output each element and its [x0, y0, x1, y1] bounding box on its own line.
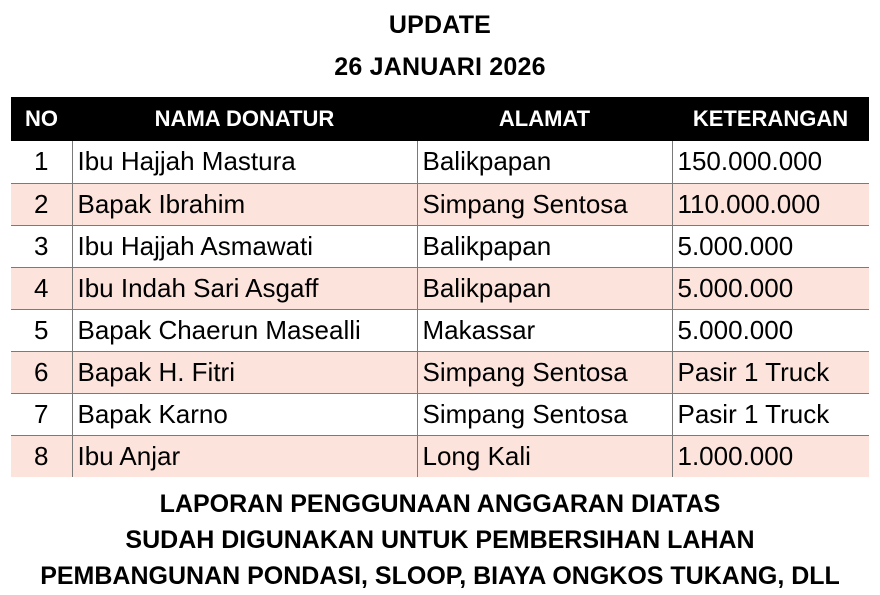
row-number: 5 [11, 309, 72, 351]
row-number: 1 [11, 141, 72, 183]
table-row [11, 393, 869, 435]
column-header-note: KETERANGAN [692, 106, 849, 131]
table-row [11, 141, 869, 183]
donor-address: Makassar [417, 309, 672, 351]
donor-address: Balikpapan [417, 141, 672, 183]
table-header-row [11, 97, 869, 141]
row-number: 8 [34, 440, 49, 471]
donation-note: 5.000.000 [672, 309, 869, 351]
donor-name: Ibu Anjar [72, 435, 417, 477]
donor-address: Simpang Sentosa [417, 351, 672, 393]
table-row [11, 309, 869, 351]
donation-note: 110.000.000 [672, 183, 869, 225]
donor-address: Simpang Sentosa [417, 393, 672, 435]
footer-note-line-3: PEMBANGUNAN PONDASI, SLOOP, BIAYA ONGKOS TUKANG, DLL [40, 562, 840, 590]
donor-address: Balikpapan [417, 267, 672, 309]
table-row [11, 183, 869, 225]
donation-note: 5.000.000 [672, 267, 869, 309]
row-number: 6 [11, 351, 72, 393]
column-header-donor-name: NAMA DONATUR [154, 106, 335, 131]
row-number: 2 [11, 183, 72, 225]
page-title: UPDATE [388, 11, 492, 39]
row-number: 4 [11, 267, 72, 309]
donor-name: Ibu Hajjah Mastura [72, 141, 417, 183]
donation-note: 150.000.000 [672, 141, 869, 183]
report-date: 26 JANUARI 2026 [334, 53, 546, 81]
row-number: 3 [11, 225, 72, 267]
table-row [11, 351, 869, 393]
donation-note: 5.000.000 [672, 225, 869, 267]
donor-table [11, 97, 869, 477]
table-row [11, 267, 869, 309]
donor-address: Long Kali [417, 435, 672, 477]
donor-name: Ibu Hajjah Asmawati [72, 225, 417, 267]
donor-address: Simpang Sentosa [417, 183, 672, 225]
donation-note: Pasir 1 Truck [672, 351, 869, 393]
donor-name: Bapak Ibrahim [72, 183, 417, 225]
table-row [11, 435, 869, 477]
donor-name: Bapak H. Fitri [72, 351, 417, 393]
footer-note-line-1: LAPORAN PENGGUNAAN ANGGARAN DIATAS [159, 490, 721, 518]
row-number: 7 [11, 393, 72, 435]
table-row [11, 225, 869, 267]
donation-note: 1.000.000 [672, 435, 869, 477]
column-header-address: ALAMAT [498, 106, 591, 131]
donor-address: Balikpapan [417, 225, 672, 267]
footer-note-line-2: SUDAH DIGUNAKAN UNTUK PEMBERSIHAN LAHAN [125, 526, 755, 554]
donor-name: Bapak Chaerun Masealli [72, 309, 417, 351]
donor-name: Ibu Indah Sari Asgaff [72, 267, 417, 309]
donor-name: Bapak Karno [72, 393, 417, 435]
column-header-no: NO [25, 106, 58, 131]
donation-note: Pasir 1 Truck [672, 393, 869, 435]
